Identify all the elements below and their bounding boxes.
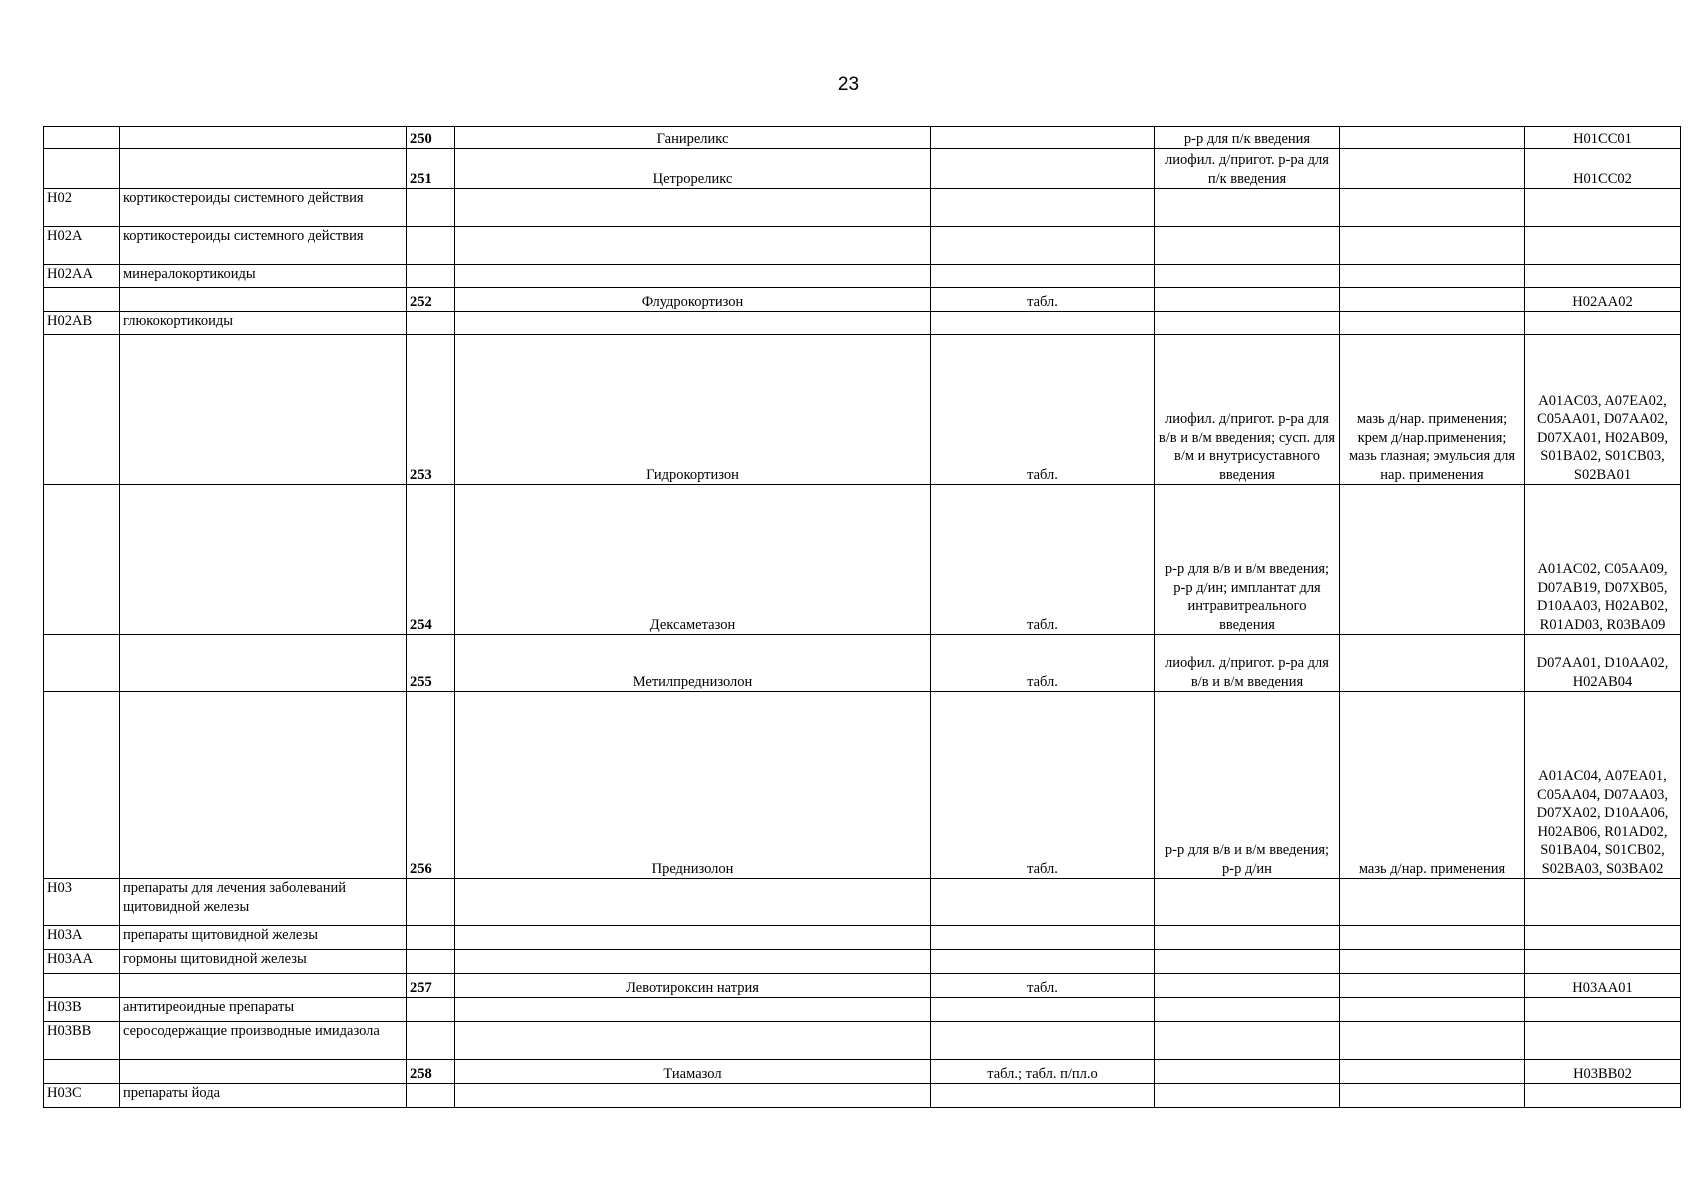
drug-name-cell xyxy=(455,1084,931,1108)
table-row xyxy=(44,127,1681,149)
oral-forms-cell: табл. xyxy=(931,485,1155,635)
drug-name-cell xyxy=(455,950,931,974)
atc-group-name-cell xyxy=(120,127,407,149)
oral-forms-cell: табл. xyxy=(931,635,1155,692)
atc-group-code-cell xyxy=(44,485,120,635)
other-forms-cell xyxy=(1340,149,1525,189)
atc-codes-cell xyxy=(1525,1022,1681,1060)
atc-group-name-cell: минералокортикоиды xyxy=(120,265,407,288)
atc-group-code-cell xyxy=(44,335,120,485)
atc-codes-cell: H01CC02 xyxy=(1525,149,1681,189)
injection-forms-cell xyxy=(1155,265,1340,288)
injection-forms-cell: лиофил. д/пригот. р-ра для в/в и в/м введения; сусп. для в/м и внутрисуставного введения xyxy=(1155,335,1340,485)
drug-number-cell xyxy=(407,950,455,974)
drug-name-cell: Левотироксин натрия xyxy=(455,974,931,998)
atc-group-name-cell xyxy=(120,1060,407,1084)
atc-group-code-cell: H02AA xyxy=(44,265,120,288)
other-forms-cell: мазь д/нар. применения xyxy=(1340,692,1525,879)
drug-number-cell: 254 xyxy=(407,485,455,635)
other-forms-cell xyxy=(1340,288,1525,312)
table-row xyxy=(44,879,1681,926)
atc-group-code-cell: H02 xyxy=(44,189,120,227)
injection-forms-cell xyxy=(1155,926,1340,950)
drug-name-cell xyxy=(455,879,931,926)
drug-number-cell: 250 xyxy=(407,127,455,149)
other-forms-cell: мазь д/нар. применения; крем д/нар.применения; мазь глазная; эмульсия для нар. применения xyxy=(1340,335,1525,485)
atc-group-name-cell: препараты для лечения заболеваний щитовидной железы xyxy=(120,879,407,926)
drug-number-cell: 255 xyxy=(407,635,455,692)
atc-group-code-cell xyxy=(44,288,120,312)
atc-group-name-cell: глюкокортикоиды xyxy=(120,312,407,335)
atc-group-name-cell: кортикостероиды системного действия xyxy=(120,189,407,227)
drug-number-cell xyxy=(407,265,455,288)
drug-name-cell: Тиамазол xyxy=(455,1060,931,1084)
atc-group-code-cell xyxy=(44,127,120,149)
other-forms-cell xyxy=(1340,1084,1525,1108)
atc-codes-cell xyxy=(1525,312,1681,335)
injection-forms-cell xyxy=(1155,950,1340,974)
injection-forms-cell xyxy=(1155,227,1340,265)
drug-number-cell xyxy=(407,227,455,265)
drug-number-cell xyxy=(407,1022,455,1060)
drug-name-cell xyxy=(455,189,931,227)
atc-group-name-cell: антитиреоидные препараты xyxy=(120,998,407,1022)
drug-number-cell xyxy=(407,926,455,950)
other-forms-cell xyxy=(1340,127,1525,149)
atc-codes-cell xyxy=(1525,950,1681,974)
drug-name-cell: Преднизолон xyxy=(455,692,931,879)
oral-forms-cell xyxy=(931,227,1155,265)
injection-forms-cell xyxy=(1155,288,1340,312)
oral-forms-cell: табл. xyxy=(931,335,1155,485)
atc-codes-cell xyxy=(1525,998,1681,1022)
table-row xyxy=(44,149,1681,189)
table-row xyxy=(44,335,1681,485)
drug-number-cell: 258 xyxy=(407,1060,455,1084)
atc-group-code-cell xyxy=(44,692,120,879)
injection-forms-cell xyxy=(1155,1084,1340,1108)
table-row xyxy=(44,926,1681,950)
atc-codes-cell: A01AC03, A07EA02, C05AA01, D07AA02, D07XA01, H02AB09, S01BA02, S01CB03, S02BA01 xyxy=(1525,335,1681,485)
other-forms-cell xyxy=(1340,974,1525,998)
atc-codes-cell: H03BB02 xyxy=(1525,1060,1681,1084)
other-forms-cell xyxy=(1340,265,1525,288)
table-row xyxy=(44,998,1681,1022)
atc-codes-cell: H03AA01 xyxy=(1525,974,1681,998)
atc-group-name-cell xyxy=(120,635,407,692)
atc-group-name-cell: кортикостероиды системного действия xyxy=(120,227,407,265)
atc-group-code-cell: H03B xyxy=(44,998,120,1022)
oral-forms-cell xyxy=(931,265,1155,288)
drug-name-cell xyxy=(455,1022,931,1060)
other-forms-cell xyxy=(1340,1022,1525,1060)
oral-forms-cell xyxy=(931,998,1155,1022)
table-row xyxy=(44,227,1681,265)
oral-forms-cell xyxy=(931,149,1155,189)
table-row xyxy=(44,288,1681,312)
injection-forms-cell xyxy=(1155,998,1340,1022)
other-forms-cell xyxy=(1340,1060,1525,1084)
atc-codes-cell xyxy=(1525,189,1681,227)
table-row xyxy=(44,1022,1681,1060)
atc-codes-cell xyxy=(1525,879,1681,926)
injection-forms-cell xyxy=(1155,312,1340,335)
oral-forms-cell xyxy=(931,127,1155,149)
drug-name-cell xyxy=(455,265,931,288)
drug-number-cell: 256 xyxy=(407,692,455,879)
page-number: 23 xyxy=(837,74,860,95)
atc-group-name-cell: препараты щитовидной железы xyxy=(120,926,407,950)
drug-name-cell: Дексаметазон xyxy=(455,485,931,635)
atc-group-name-cell xyxy=(120,288,407,312)
injection-forms-cell xyxy=(1155,879,1340,926)
drug-name-cell: Цетрореликс xyxy=(455,149,931,189)
injection-forms-cell: лиофил. д/пригот. р-ра для п/к введения xyxy=(1155,149,1340,189)
drug-number-cell xyxy=(407,879,455,926)
drug-table xyxy=(43,126,1681,1108)
other-forms-cell xyxy=(1340,312,1525,335)
table-row xyxy=(44,974,1681,998)
injection-forms-cell: лиофил. д/пригот. р-ра для в/в и в/м введения xyxy=(1155,635,1340,692)
drug-name-cell xyxy=(455,312,931,335)
atc-codes-cell xyxy=(1525,926,1681,950)
oral-forms-cell xyxy=(931,312,1155,335)
atc-group-name-cell xyxy=(120,149,407,189)
table-row xyxy=(44,312,1681,335)
atc-codes-cell: H01CC01 xyxy=(1525,127,1681,149)
other-forms-cell xyxy=(1340,998,1525,1022)
drug-name-cell: Ганиреликс xyxy=(455,127,931,149)
injection-forms-cell: р-р для п/к введения xyxy=(1155,127,1340,149)
oral-forms-cell xyxy=(931,879,1155,926)
injection-forms-cell xyxy=(1155,1060,1340,1084)
table-row xyxy=(44,189,1681,227)
atc-group-code-cell: H03AA xyxy=(44,950,120,974)
atc-group-name-cell xyxy=(120,485,407,635)
drug-name-cell: Метилпреднизолон xyxy=(455,635,931,692)
injection-forms-cell xyxy=(1155,189,1340,227)
oral-forms-cell xyxy=(931,1022,1155,1060)
other-forms-cell xyxy=(1340,227,1525,265)
other-forms-cell xyxy=(1340,485,1525,635)
atc-group-code-cell xyxy=(44,974,120,998)
drug-number-cell: 251 xyxy=(407,149,455,189)
drug-number-cell: 253 xyxy=(407,335,455,485)
table-row xyxy=(44,1060,1681,1084)
oral-forms-cell xyxy=(931,926,1155,950)
oral-forms-cell: табл. xyxy=(931,288,1155,312)
drug-number-cell xyxy=(407,189,455,227)
atc-codes-cell xyxy=(1525,1084,1681,1108)
atc-group-code-cell xyxy=(44,1060,120,1084)
drug-name-cell: Гидрокортизон xyxy=(455,335,931,485)
oral-forms-cell: табл.; табл. п/пл.о xyxy=(931,1060,1155,1084)
other-forms-cell xyxy=(1340,189,1525,227)
table-row xyxy=(44,485,1681,635)
drug-number-cell xyxy=(407,1084,455,1108)
drug-number-cell: 257 xyxy=(407,974,455,998)
oral-forms-cell: табл. xyxy=(931,692,1155,879)
atc-group-name-cell: серосодержащие производные имидазола xyxy=(120,1022,407,1060)
table-row xyxy=(44,265,1681,288)
atc-codes-cell: D07AA01, D10AA02, H02AB04 xyxy=(1525,635,1681,692)
drug-number-cell xyxy=(407,998,455,1022)
drug-name-cell: Флудрокортизон xyxy=(455,288,931,312)
table-row xyxy=(44,950,1681,974)
atc-codes-cell: A01AC02, C05AA09, D07AB19, D07XB05, D10AA03, H02AB02, R01AD03, R03BA09 xyxy=(1525,485,1681,635)
atc-codes-cell: A01AC04, A07EA01, C05AA04, D07AA03, D07XA02, D10AA06, H02AB06, R01AD02, S01BA04, S01CB02, S02BA03, S03BA02 xyxy=(1525,692,1681,879)
other-forms-cell xyxy=(1340,926,1525,950)
atc-group-code-cell: H03BB xyxy=(44,1022,120,1060)
drug-name-cell xyxy=(455,227,931,265)
injection-forms-cell: р-р для в/в и в/м введения; р-р д/ин xyxy=(1155,692,1340,879)
atc-group-code-cell: H02A xyxy=(44,227,120,265)
atc-codes-cell: H02AA02 xyxy=(1525,288,1681,312)
atc-group-code-cell: H03C xyxy=(44,1084,120,1108)
atc-group-name-cell: препараты йода xyxy=(120,1084,407,1108)
atc-group-code-cell xyxy=(44,635,120,692)
atc-group-code-cell: H02AB xyxy=(44,312,120,335)
injection-forms-cell xyxy=(1155,974,1340,998)
injection-forms-cell xyxy=(1155,1022,1340,1060)
table-row xyxy=(44,1084,1681,1108)
drug-number-cell: 252 xyxy=(407,288,455,312)
atc-group-code-cell: H03A xyxy=(44,926,120,950)
atc-group-name-cell: гормоны щитовидной железы xyxy=(120,950,407,974)
injection-forms-cell: р-р для в/в и в/м введения; р-р д/ин; имплантат для интравитреального введения xyxy=(1155,485,1340,635)
drug-name-cell xyxy=(455,926,931,950)
drug-name-cell xyxy=(455,998,931,1022)
atc-group-name-cell xyxy=(120,692,407,879)
oral-forms-cell xyxy=(931,1084,1155,1108)
table-row xyxy=(44,635,1681,692)
oral-forms-cell xyxy=(931,950,1155,974)
atc-codes-cell xyxy=(1525,227,1681,265)
atc-codes-cell xyxy=(1525,265,1681,288)
atc-group-code-cell: H03 xyxy=(44,879,120,926)
atc-group-code-cell xyxy=(44,149,120,189)
oral-forms-cell xyxy=(931,189,1155,227)
other-forms-cell xyxy=(1340,635,1525,692)
atc-group-name-cell xyxy=(120,974,407,998)
other-forms-cell xyxy=(1340,879,1525,926)
drug-number-cell xyxy=(407,312,455,335)
other-forms-cell xyxy=(1340,950,1525,974)
table-row xyxy=(44,692,1681,879)
oral-forms-cell: табл. xyxy=(931,974,1155,998)
atc-group-name-cell xyxy=(120,335,407,485)
